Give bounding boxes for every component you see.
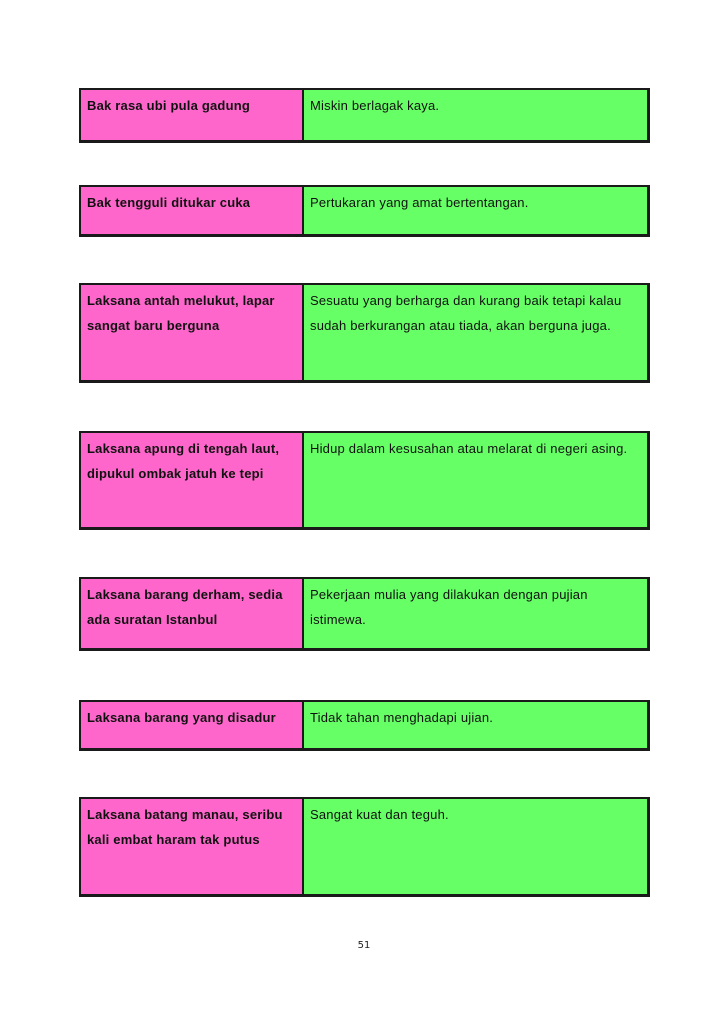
peribahasa-meaning: Pertukaran yang amat bertentangan.: [304, 187, 647, 234]
peribahasa-meaning: Sangat kuat dan teguh.: [304, 799, 647, 894]
peribahasa-entry-6: [79, 700, 650, 751]
peribahasa-entry-4: [79, 431, 650, 530]
peribahasa-meaning: Pekerjaan mulia yang dilakukan dengan pujian istimewa.: [304, 579, 647, 648]
peribahasa-meaning: Hidup dalam kesusahan atau melarat di negeri asing.: [304, 433, 647, 527]
peribahasa-entry-3: [79, 283, 650, 383]
peribahasa-meaning: Tidak tahan menghadapi ujian.: [304, 702, 647, 748]
peribahasa-entry-5: [79, 577, 650, 651]
page-number: 51: [357, 940, 371, 951]
peribahasa-meaning: Sesuatu yang berharga dan kurang baik tetapi kalau sudah berkurangan atau tiada, akan berguna juga.: [304, 285, 647, 380]
peribahasa-term: Laksana barang yang disadur: [81, 702, 304, 748]
peribahasa-term: Bak rasa ubi pula gadung: [81, 90, 304, 140]
peribahasa-entry-2: [79, 185, 650, 237]
peribahasa-meaning: Miskin berlagak kaya.: [304, 90, 647, 140]
peribahasa-entry-7: [79, 797, 650, 897]
peribahasa-term: Laksana barang derham, sedia ada suratan Istanbul: [81, 579, 304, 648]
peribahasa-entry-1: [79, 88, 650, 143]
peribahasa-term: Laksana apung di tengah laut, dipukul ombak jatuh ke tepi: [81, 433, 304, 527]
peribahasa-term: Bak tengguli ditukar cuka: [81, 187, 304, 234]
peribahasa-term: Laksana batang manau, seribu kali embat haram tak putus: [81, 799, 304, 894]
peribahasa-term: Laksana antah melukut, lapar sangat baru berguna: [81, 285, 304, 380]
